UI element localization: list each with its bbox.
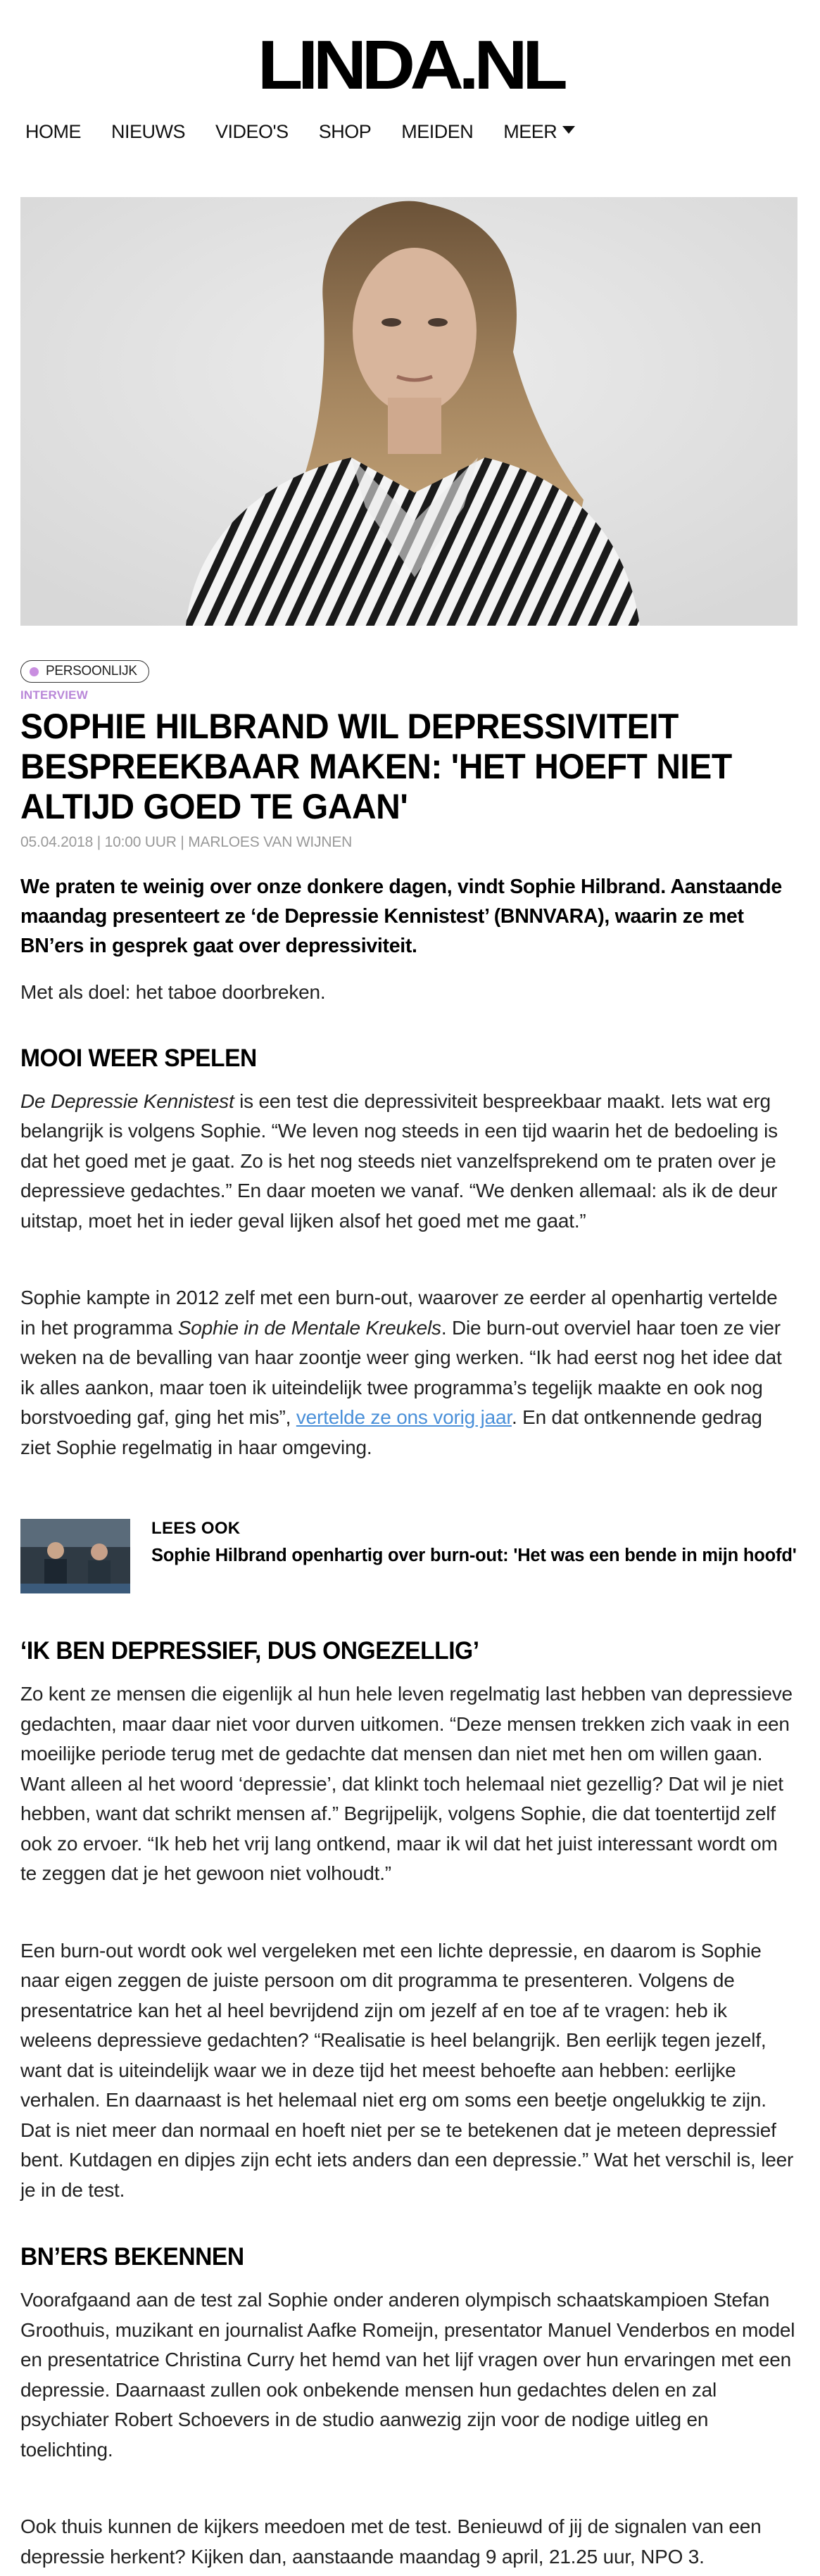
article-meta: 05.04.2018 | 10:00 UUR | MARLOES VAN WIJNEN: [20, 834, 353, 850]
read-also-thumbnail[interactable]: [20, 1519, 130, 1593]
hero-image: [20, 197, 797, 626]
read-also-box[interactable]: [20, 1519, 797, 1593]
site-logo[interactable]: LINDA.NL: [257, 26, 563, 103]
nav-item-home[interactable]: HOME: [25, 121, 81, 142]
paragraph-1-text: is een test die depressiviteit bespreekbaar maakt. Iets wat erg belangrijk is volgens Sophie. “We leven nog steeds in een tijd waarin het de bedoeling is dat het goed met je gaat. Zo is het nog steeds niet vanzelfsprekend om te praten over je depressieve gedachtes.” En daar moeten we vanaf. “We denken allemaal: als ik de deur uitstap, moet het in ieder geval lijken alsof het goed met me gaat.”: [20, 1090, 778, 1232]
read-also-title-link[interactable]: Sophie Hilbrand openhartig over burn-out: 'Het was een bende in mijn hoofd': [151, 1546, 797, 1565]
nav-item-nieuws[interactable]: NIEUWS: [111, 121, 185, 142]
nav-item-meer[interactable]: [503, 121, 575, 143]
article-lead: We praten te weinig over onze donkere dagen, vindt Sophie Hilbrand. Aanstaande maandag presenteert ze ‘de Depressie Kennistest’ (BNNVARA), waarin ze met BN’ers in gesprek gaat over depressiviteit.: [20, 876, 782, 957]
program-title-2: Sophie in de Mentale Kreukels: [177, 1316, 441, 1339]
paragraph-6: Ook thuis kunnen de kijkers meedoen met de test. Benieuwd of jij de signalen van een depressie herkent? Kijken dan, aanstaande maandag 9 april, 21.25 uur, NPO 3.: [20, 2515, 762, 2568]
read-also-text: [151, 1519, 797, 1569]
article: [20, 660, 797, 2572]
category-tag[interactable]: [20, 660, 149, 683]
paragraph-5: Voorafgaand aan de test zal Sophie onder anderen olympisch schaatskampioen Stefan Groothuis, muzikant en journalist Aafke Romeijn, presentator Manuel Venderbos en model en presentatrice Christina Curry het hemd van het lijf vragen over hun ervaringen met een depressie. Daarnaast zullen ook onbekende mensen hun gedachtes delen en zal psychiater Robert Schoevers in de studio aanwezig zijn voor de nodige uitleg en toelichting.: [20, 2289, 795, 2461]
nav-item-videos[interactable]: VIDEO'S: [215, 121, 289, 142]
paragraph-2-text-c: . En dat ontkennende gedrag ziet Sophie regelmatig in haar omgeving.: [20, 1406, 762, 1458]
tag-dot-icon: [30, 667, 39, 676]
paragraph-2-text-a: Sophie kampte in 2012 zelf met een burn-out, waarover ze eerder al openhartig vertelde in het programma: [20, 1287, 778, 1339]
article-intro: Met als doel: het taboe doorbreken.: [20, 981, 326, 1003]
nav-item-shop[interactable]: SHOP: [318, 121, 372, 142]
nav-item-meer-label: MEER: [503, 121, 557, 142]
paragraph-3: Zo kent ze mensen die eigenlijk al hun hele leven regelmatig last hebben van depressieve gedachten, maar daar niet voor durven uitkomen. “Deze mensen trekken zich vaak in een moeilijke periode terug met de gedachte dat mensen dan niet met hen om willen gaan. Want alleen al het woord ‘depressie’, dat klinkt toch helemaal niet gezellig? Dat wil je niet hebben, want dat schrikt mensen af.” Begrijpelijk, volgens Sophie, die dat toentertijd zelf ook zo ervoer. “Ik heb het vrij lang ontkend, maar ik wil dat het juist interessant wordt om te zeggen dat je het gewoon niet volhoudt.”: [20, 1683, 793, 1884]
inline-link-vorig-jaar[interactable]: vertelde ze ons vorig jaar: [296, 1406, 512, 1428]
paragraph-2-text-b: . Die burn-out overviel haar toen ze vier weken na de bevalling van haar zoontje weer ging werken. “Ik had eerst nog het idee dat ik alles aankon, maar toen ik uiteindelijk twee programma’s tegelijk maakte en ook nog borstvoeding gaf, ging het mis”,: [20, 1316, 782, 1428]
paragraph-1: [20, 1087, 797, 1237]
read-also-thumbnail-image: [20, 1519, 130, 1593]
nav-item-meiden[interactable]: MEIDEN: [401, 121, 474, 142]
paragraph-4: Een burn-out wordt ook wel vergeleken met een lichte depressie, en daarom is Sophie naar eigen zeggen de juiste persoon om dit programma te presenteren. Volgens de presentatrice kan het al heel bevrijdend zijn om jezelf af en toe af te vragen: heb ik weleens depressieve gedachten? “Realisatie is heel belangrijk. Ben eerlijk tegen jezelf, want dat is uiteindelijk waar we in deze tijd het meest behoefte aan hebben: eerlijke verhalen. En daarnaast is het helemaal niet erg om soms een beetje ongelukkig te zijn. Dat is niet meer dan normaal en hoeft niet per se te betekenen dat je meteen depressief bent. Kutdagen en dipjes zijn echt iets anders dan een depressie.” Wat het verschil is, leer je in de test.: [20, 1939, 794, 2201]
program-title: De Depressie Kennistest: [20, 1090, 234, 1112]
section-heading-1: MOOI WEER SPELEN: [20, 1044, 257, 1072]
category-tag-label: PERSOONLIJK: [46, 664, 137, 678]
site-header: [0, 0, 820, 190]
hero-portrait: [20, 197, 797, 626]
article-kicker: INTERVIEW: [20, 688, 88, 702]
paragraph-2: [20, 1283, 797, 1463]
read-also-label: LEES OOK: [151, 1519, 241, 1538]
chevron-down-icon: [562, 126, 575, 134]
section-heading-2: ‘IK BEN DEPRESSIEF, DUS ONGEZELLIG’: [20, 1637, 479, 1665]
section-heading-3: BN’ERS BEKENNEN: [20, 2243, 244, 2271]
main-nav: [25, 121, 605, 143]
article-title: SOPHIE HILBRAND WIL DEPRESSIVITEIT BESPREEKBAAR MAKEN: 'HET HOEFT NIET ALTIJD GOED TE GAAN': [20, 707, 732, 826]
